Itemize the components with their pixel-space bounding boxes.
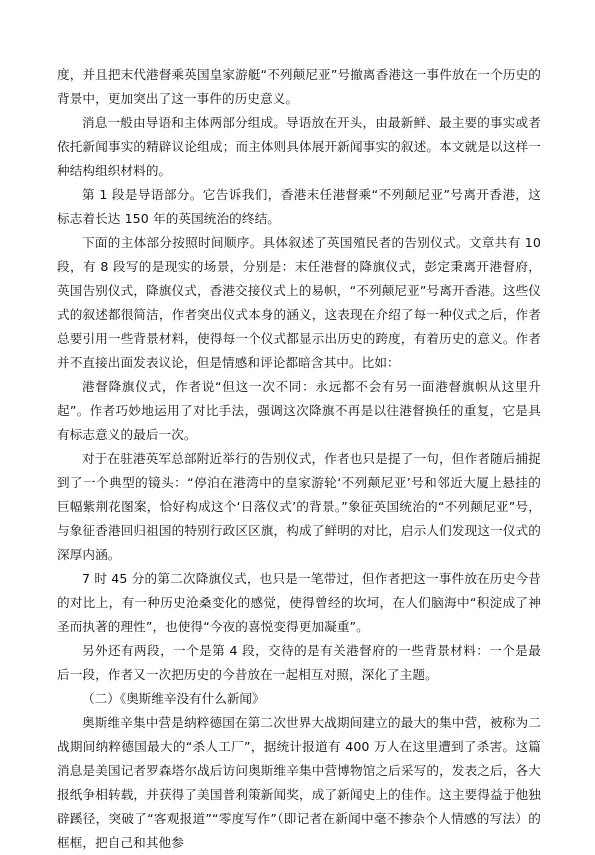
paragraph-7: 7 时 45 分的第二次降旗仪式，也只是一笔带过，但作者把这一事件放在历史今昔的对比上，有一种历史沧桑变化的感觉，使得曾经的坎坷，在人们脑海中“积淀成了神圣而执著的理性”，也使得“今夜的喜悦变得更加凝重”。 (57, 571, 541, 634)
section-heading: （二）《奥斯维辛没有什么新闻》 (82, 691, 265, 706)
paragraph-2: 消息一般由导语和主体两部分组成。导语放在开头，由最新鲜、最主要的事实或者依托新闻事实的精辟议论组成；而主体则具体展开新闻事实的叙述。本文就是以这样一种结构组织材料的。 (57, 115, 541, 178)
paragraph-3: 第 1 段是导语部分。它告诉我们，香港末任港督乘“不列颠尼亚”号离开香港，这标志着长达 150 年的英国统治的终结。 (57, 187, 541, 226)
paragraph-6: 对于在驻港英军总部附近举行的告别仪式，作者也只是提了一句，但作者随后捕捉到了一个典型的镜头：“停泊在港湾中的皇家游轮‘不列颠尼亚’号和邻近大厦上悬挂的巨幅紫荆花图案，恰好构成这个‘日落仪式’的背景。”象征英国统治的“不列颠尼亚”号，与象征香港回归祖国的特别行政区区旗，构成了鲜明的对比，启示人们发现这一仪式的深厚内涵。 (57, 451, 541, 562)
paragraph-4: 下面的主体部分按照时间顺序。具体叙述了英国殖民者的告别仪式。文章共有 10 段，有 8 段写的是现实的场景，分别是：末任港督的降旗仪式，彭定秉离开港督府，英国告别仪式，降旗仪式，香港交接仪式上的易帜，“不列颠尼亚”号离开香港。这些仪式的叙述都很简洁，作者突出仪式本身的涵义，这表现在介绍了每一种仪式之后，作者总要引用一些背景材料，使得每一个仪式都显示出历史的跨度，有着历史的意义。作者并不直接出面发表议论，但是情感和评论都暗含其中。比如： (57, 235, 541, 370)
document-page (57, 63, 541, 855)
paragraph-1: 度，并且把末代港督乘英国皇家游艇“不列颠尼亚”号撤离香港这一事件放在一个历史的背景中，更加突出了这一事件的历史意义。 (57, 67, 541, 106)
paragraph-final: 奥斯维辛集中营是纳粹德国在第二次世界大战期间建立的最大的集中营，被称为二战期间纳粹德国最大的“杀人工厂”，据统计报道有 400 万人在这里遭到了杀害。这篇消息是美国记者罗森塔尔战后访问奥斯维辛集中营博物馆之后采写的，发表之后，各大报纸争相转载，并获得了美国普利策新闻奖，成了新闻史上的佳作。这主要得益于他独辟蹊径，突破了“客观报道”“零度写作”（即记者在新闻中毫不掺杂个人情感的写法）的框框，把自己和其他参 (57, 715, 541, 850)
paragraph-8: 另外还有两段，一个是第 4 段，交待的是有关港督府的一些背景材料：一个是最后一段，作者又一次把历史的今昔放在一起相互对照，深化了主题。 (57, 643, 541, 682)
paragraph-5: 港督降旗仪式，作者说“但这一次不同：永远都不会有另一面港督旗帜从这里升起”。作者巧妙地运用了对比手法，强调这次降旗不再是以往港督换任的重复，它是具有标志意义的最后一次。 (57, 379, 541, 442)
